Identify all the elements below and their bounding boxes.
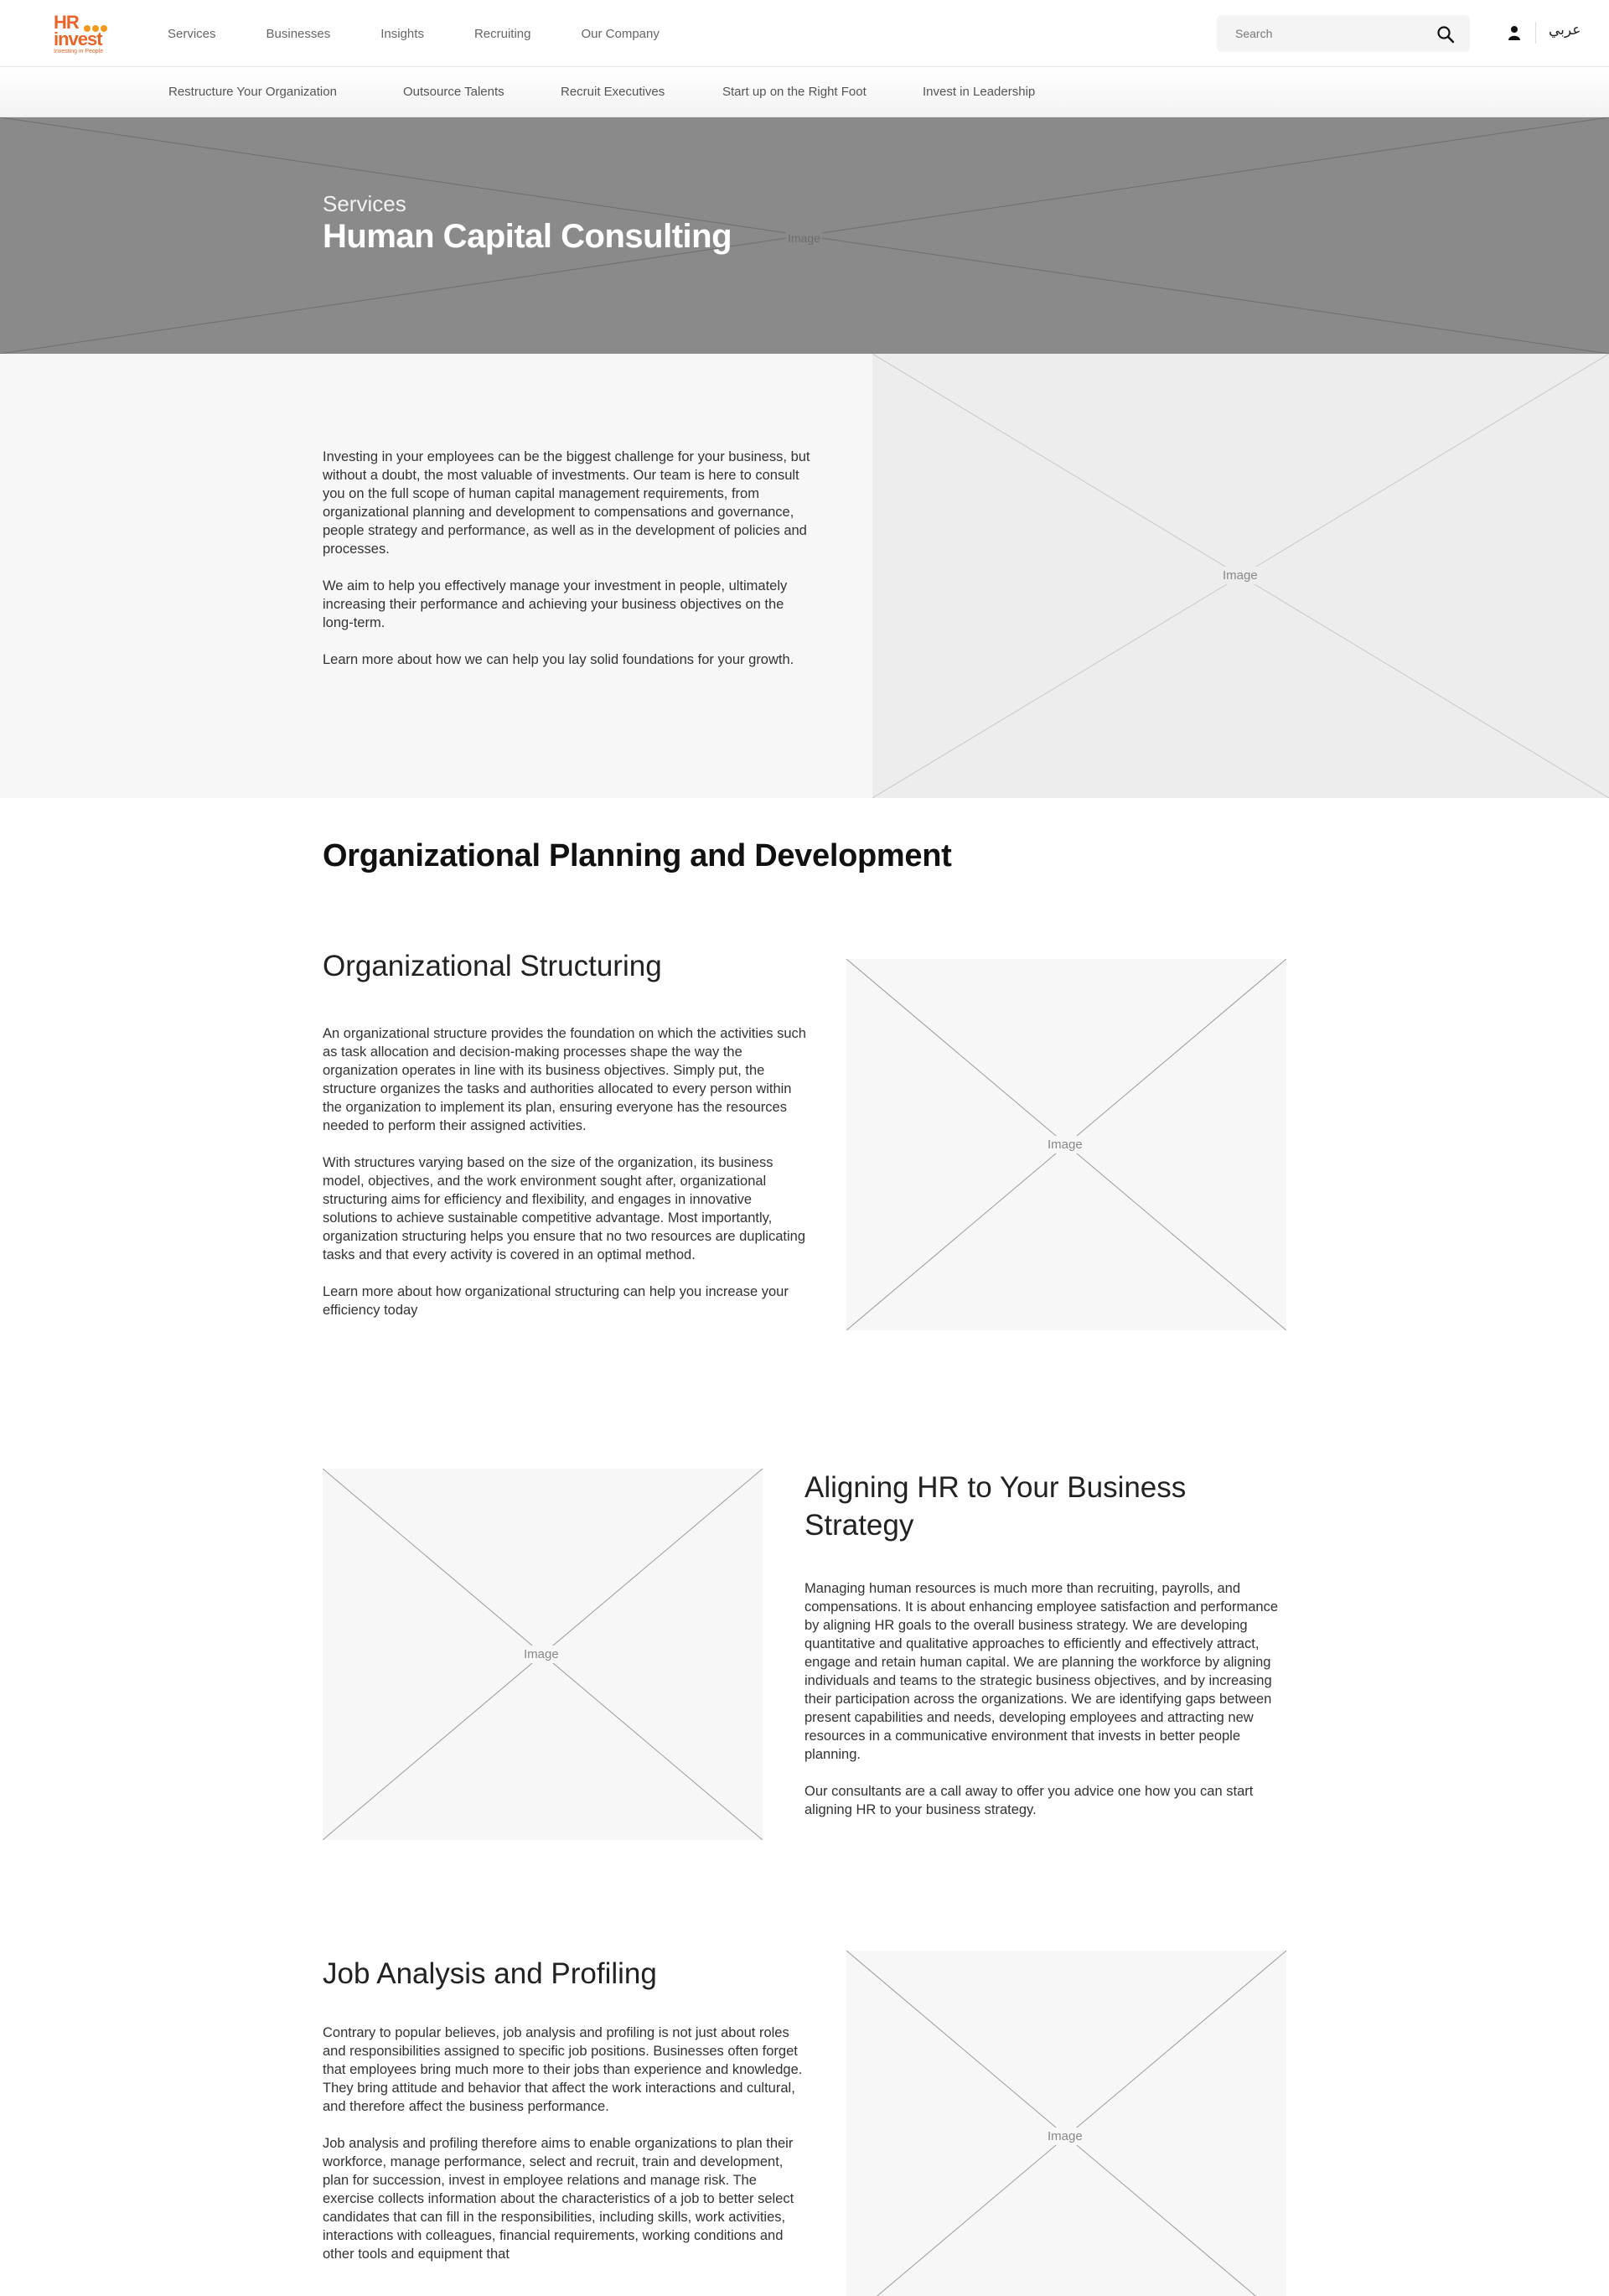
intro-image-placeholder: [872, 354, 1609, 798]
intro-section: [0, 354, 1609, 798]
section-title: Organizational Planning and Development: [323, 838, 952, 873]
block-image-label: Image: [517, 1646, 566, 1663]
block-image-placeholder: [323, 1469, 763, 1840]
block-job-analysis: [323, 1955, 809, 2282]
intro-text: [323, 448, 817, 687]
logo-text-invest: invest: [54, 29, 102, 49]
block-aligning-hr: [804, 1469, 1291, 1837]
subnav-item-recruit-executives[interactable]: Recruit Executives: [561, 85, 665, 99]
intro-paragraph: Investing in your employees can be the biggest challenge for your business, but without a doubt, the most valuable of investments. Our team is here to consult you on the full scope of human capital management requirements, from organizational planning and development to compensations and governance, people strategy and performance, as well as in the development of policies and processes.: [323, 449, 810, 557]
block-paragraph: An organizational structure provides the foundation on which the activities such as task allocation and decision-making processes shape the way the organization operates in line with its business objectives. Simply put, the structure organizes the tasks and authorities allocated to every person within the organization to implement its plan, ensuring everyone has the resources needed to perform their assigned activities.: [323, 1026, 806, 1133]
block-image-placeholder: [846, 959, 1286, 1330]
search-input[interactable]: [1235, 24, 1428, 43]
nav-item-businesses[interactable]: Businesses: [266, 26, 331, 41]
block-link-text[interactable]: Learn more about how organizational structuring can help you increase your efficiency today: [323, 1284, 789, 1318]
language-switch-link[interactable]: عربي: [1549, 22, 1581, 38]
main-nav: [168, 0, 710, 67]
nav-item-insights[interactable]: Insights: [380, 26, 424, 41]
top-header: [0, 0, 1609, 67]
block-paragraph: With structures varying based on the size of the organization, its business model, objectives, and the work environment sought after, organizational structuring aims for efficiency and flexibility, and engages in innovative solutions to achieve sustainable competitive advantage. Most importantly, organization structuring helps you ensure that no two resources are duplicating tasks and that every activity is covered in an optimal method.: [323, 1155, 806, 1262]
search-box: [1217, 15, 1470, 52]
block-paragraph: Job analysis and profiling therefore aims to enable organizations to plan their workforce, manage performance, select and recruit, train and development, plan for succession, invest in employee relations and manage risk. The exercise collects information about the characteristics of a job to better select candidates that can fill in the responsibilities, including skills, work activities, interactions with colleagues, financial requirements, working conditions and other tools and equipment that: [323, 2136, 794, 2262]
nav-item-recruiting[interactable]: Recruiting: [473, 26, 531, 41]
block-image-label: Image: [1041, 2128, 1089, 2145]
logo-text-hr: HR: [54, 12, 79, 33]
block-link-text[interactable]: Our consultants are a call away to offer you advice one how you can start aligning HR to your business strategy.: [804, 1784, 1254, 1817]
block-paragraph: Managing human resources is much more than recruiting, payrolls, and compensations. It is about enhancing employee satisfaction and performance by aligning HR goals to the overall business strategy. We are developing quantitative and qualitative approaches to efficiently and effectively attract, engage and retain human capital. We are planning the workforce by aligning individuals and teams to the strategic business objectives, and by increasing their participation across the organizations. We are identifying gaps between present capabilities and needs, developing employees and attracting new resources in a communicative environment that invests in better people planning.: [804, 1581, 1279, 1762]
subnav-item-restructure[interactable]: Restructure Your Organization: [168, 85, 337, 99]
hero-image-label: Image: [788, 231, 820, 245]
block-image-placeholder: [846, 1951, 1286, 2296]
block-organizational-structuring: [323, 947, 809, 1338]
nav-item-services[interactable]: Services: [168, 26, 216, 41]
search-icon[interactable]: [1436, 25, 1455, 44]
block-title: Aligning HR to Your Business Strategy: [804, 1471, 1187, 1542]
user-icon[interactable]: [1507, 24, 1522, 41]
subnav-item-outsource-talents[interactable]: Outsource Talents: [403, 85, 504, 99]
brand-logo[interactable]: [54, 13, 121, 55]
block-title: Job Analysis and Profiling: [323, 1957, 657, 1990]
intro-image-label: Image: [1216, 567, 1265, 584]
block-paragraph: Contrary to popular believes, job analysis and profiling is not just about roles and responsibilities assigned to specific job positions. Businesses often forget that employees bring much more to their jobs than experience and knowledge. They bring attitude and behavior that affect the work interactions and cultural, and therefore affect the business performance.: [323, 2025, 803, 2114]
logo-tagline: Investing in People: [54, 49, 104, 54]
hero-eyebrow: Services: [323, 191, 406, 216]
subnav-item-invest-leadership[interactable]: Invest in Leadership: [923, 85, 1036, 99]
block-image-label: Image: [1041, 1136, 1089, 1153]
block-title: Organizational Structuring: [323, 950, 662, 982]
intro-link-text[interactable]: Learn more about how we can help you lay solid foundations for your growth.: [323, 652, 794, 667]
intro-paragraph: We aim to help you effectively manage your investment in people, ultimately increasing their performance and achieving your business objectives on the long-term.: [323, 578, 788, 630]
page-title: Human Capital Consulting: [323, 218, 732, 255]
subnav-item-start-up[interactable]: Start up on the Right Foot: [722, 85, 867, 99]
sub-nav: [0, 67, 1609, 117]
nav-item-our-company[interactable]: Our Company: [581, 26, 660, 41]
header-divider: [1535, 22, 1536, 44]
hero-banner: [0, 117, 1609, 354]
